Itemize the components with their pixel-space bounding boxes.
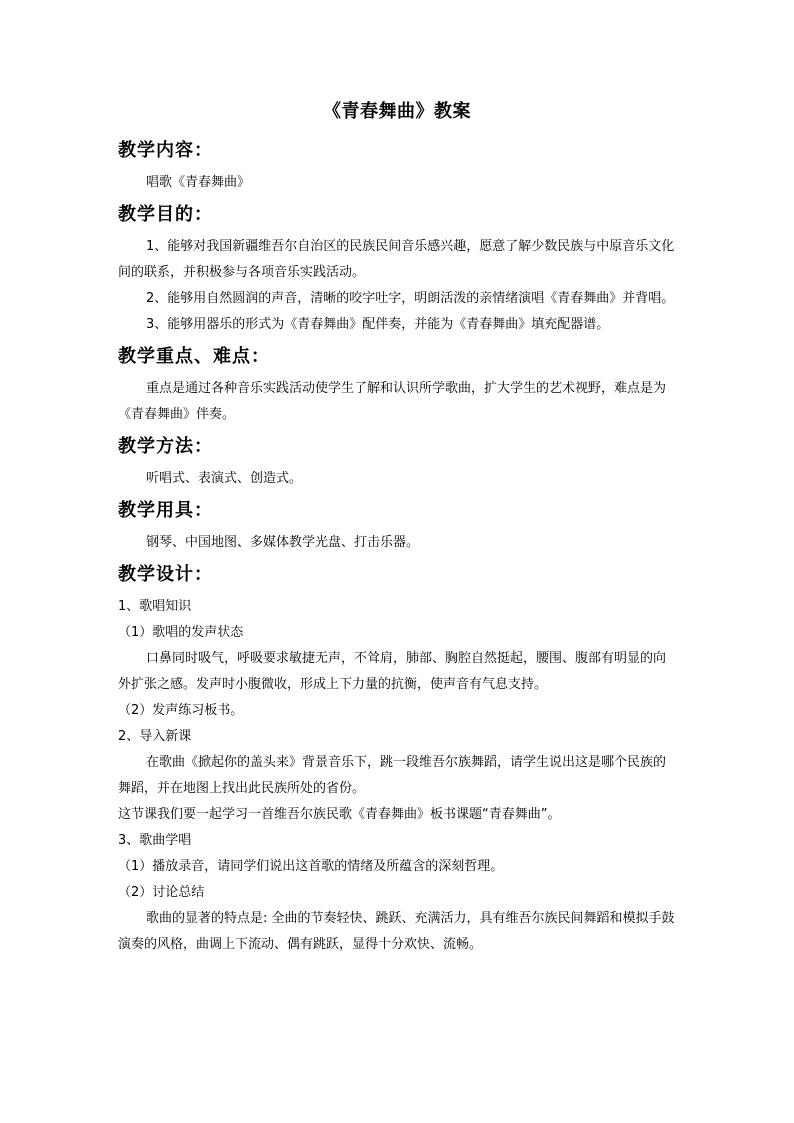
section-heading-goals: 教学目的： [118,204,213,225]
section-heading-method: 教学方法： [118,436,213,457]
design-step-heading: 3、歌曲学唱 [118,833,192,848]
paragraph: 3、能够用器乐的形式为《青春舞曲》配伴奏，并能为《青春舞曲》填充配器谱。 [146,317,610,332]
paragraph: 这节课我们要一起学习一首维吾尔族民歌《青春舞曲》板书课题“青春舞曲”。 [118,807,561,822]
section-heading-design: 教学设计： [118,564,213,585]
paragraph: 钢琴、中国地图、多媒体教学光盘、打击乐器。 [146,535,420,550]
design-substep: （1）歌唱的发声状态 [118,625,244,640]
paragraph: 重点是通过各种音乐实践活动使学生了解和认识所学歌曲，扩大学生的艺术视野，难点是为《青春舞曲》伴奏。 [118,381,667,422]
paragraph: 2、能够用自然圆润的声音，清晰的咬字吐字，明朗活泼的亲情绪演唱《青春舞曲》并背唱。 [146,291,675,306]
paragraph: 听唱式、表演式、创造式。 [146,471,303,486]
design-substep: （2）讨论总结 [118,885,205,900]
section-heading-focus: 教学重点、难点： [118,346,270,367]
document-title: 《青春舞曲》教案 [323,101,471,122]
design-step-heading: 2、导入新课 [118,729,192,744]
document-body [118,136,678,958]
design-step-heading: 1、歌唱知识 [118,599,192,614]
design-substep: （2）发声练习板书。 [118,703,244,718]
paragraph: 歌曲的显著的特点是: 全曲的节奏轻快、跳跃、充满活力，具有维吾尔族民间舞蹈和模拟手鼓演奏的风格，曲调上下流动、偶有跳跃，显得十分欢快、流畅。 [118,911,675,952]
paragraph: 唱歌《青春舞曲》 [146,175,251,190]
section-heading-tools: 教学用具： [118,500,213,521]
paragraph: 在歌曲《掀起你的盖头来》背景音乐下，跳一段维吾尔族舞蹈，请学生说出这是哪个民族的舞蹈，并在地图上找出此民族所处的省份。 [118,755,667,796]
design-substep: （1）播放录音，请同学们说出这首歌的情绪及所蕴含的深刻哲理。 [118,859,504,874]
paragraph: 口鼻同时吸气，呼吸要求敏捷无声，不耸肩，肺部、胸腔自然挺起，腰围、腹部有明显的向外扩张之感。发声时小腹微收，形成上下力量的抗衡，使声音有气息支持。 [118,651,667,692]
section-heading-content: 教学内容： [118,140,213,161]
paragraph: 1、能够对我国新疆维吾尔自治区的民族民间音乐感兴趣，愿意了解少数民族与中原音乐文化间的联系，并积极参与各项音乐实践活动。 [118,239,675,280]
